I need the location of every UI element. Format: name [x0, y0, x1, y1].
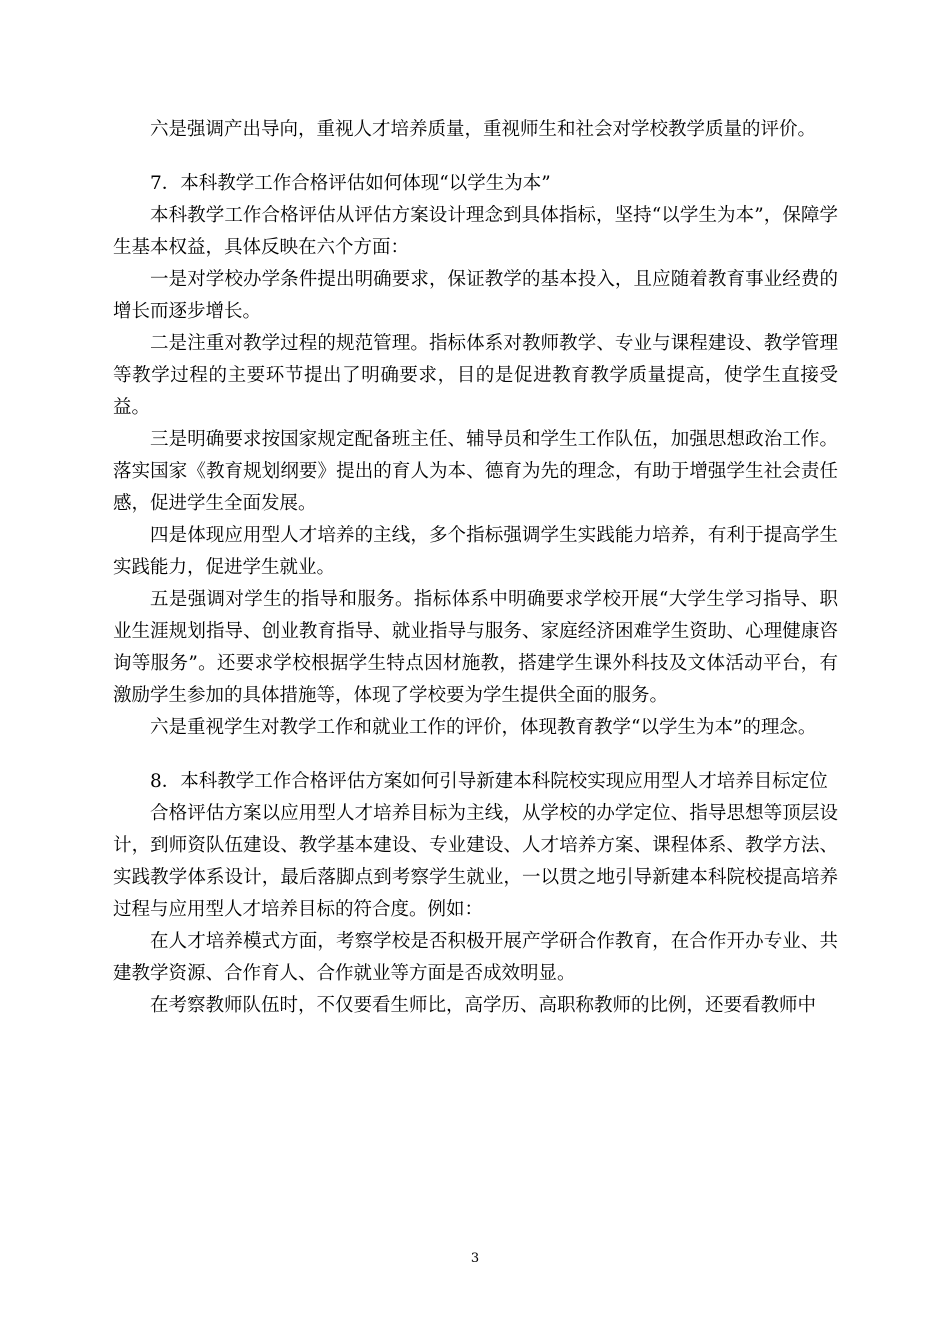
paragraph-6: 四是体现应用型人才培养的主线，多个指标强调学生实践能力培养，有利于提高学生实践能力，促进学生就业。: [113, 525, 838, 578]
page-number: 3: [470, 1251, 480, 1266]
paragraph-10: 在人才培养模式方面，考察学校是否积极开展产学研合作教育，在合作开办专业、共建教学资源、合作育人、合作就业等方面是否成效明显。: [113, 931, 838, 984]
document-body: [113, 114, 838, 1022]
paragraph-4: 二是注重对教学过程的规范管理。指标体系对教师教学、专业与课程建设、教学管理等教学过程的主要环节提出了明确要求，目的是促进教育教学质量提高，使学生直接受益。: [113, 333, 838, 418]
paragraph-2: 本科教学工作合格评估从评估方案设计理念到具体指标，坚持“以学生为本”，保障学生基本权益，具体反映在六个方面：: [113, 205, 838, 258]
paragraph-11: 在考察教师队伍时，不仅要看生师比，高学历、高职称教师的比例，还要看教师中: [150, 995, 817, 1016]
paragraph-8: 六是重视学生对教学工作和就业工作的评价，体现教育教学“以学生为本”的理念。: [150, 717, 817, 738]
paragraph-9: 合格评估方案以应用型人才培养目标为主线，从学校的办学定位、指导思想等顶层设计，到师资队伍建设、教学基本建设、专业建设、人才培养方案、课程体系、教学方法、实践教学体系设计，最后落脚点到考察学生就业，一以贯之地引导新建本科院校提高培养过程与应用型人才培养目标的符合度。例如：: [113, 803, 838, 920]
section-heading-8: 8．本科教学工作合格评估方案如何引导新建本科院校实现应用型人才培养目标定位: [150, 771, 828, 792]
paragraph-3: 一是对学校办学条件提出明确要求，保证教学的基本投入，且应随着教育事业经费的增长而逐步增长。: [113, 269, 838, 322]
paragraph-5: 三是明确要求按国家规定配备班主任、辅导员和学生工作队伍，加强思想政治工作。落实国家《教育规划纲要》提出的育人为本、德育为先的理念，有助于增强学生社会责任感，促进学生全面发展。: [113, 429, 838, 514]
paragraph-7: 五是强调对学生的指导和服务。指标体系中明确要求学校开展“大学生学习指导、职业生涯规划指导、创业教育指导、就业指导与服务、家庭经济困难学生资助、心理健康咨询等服务”。还要求学校根据学生特点因材施教，搭建学生课外科技及文体活动平台，有激励学生参加的具体措施等，体现了学校要为学生提供全面的服务。: [113, 589, 838, 706]
paragraph-1: 六是强调产出导向，重视人才培养质量，重视师生和社会对学校教学质量的评价。: [150, 119, 817, 140]
section-heading-7: 7．本科教学工作合格评估如何体现“以学生为本”: [150, 173, 551, 194]
